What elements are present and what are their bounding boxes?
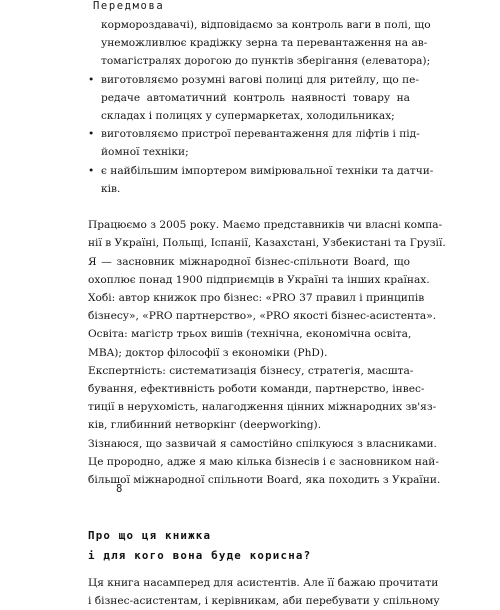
text-line: MBA); доктор філософії з економіки (PhD). <box>88 346 328 359</box>
text-line: ків, глибинний нетворкінг (deepworking). <box>88 419 322 432</box>
text-line: і бізнес-асистентам, і керівникам, аби перебувати у спільному <box>88 594 440 607</box>
text-line: Ця книга насамперед для асистентів. Але її бажаю прочитати <box>88 576 439 589</box>
bullet-item-line <box>88 125 420 143</box>
running-head: Передмова <box>93 0 165 12</box>
bullet-item-line <box>88 71 419 89</box>
text-line: Це прородно, адже я маю кілька бізнесів і є засновником най- <box>88 455 439 468</box>
section-heading-line: і для кого вона буде корисна? <box>88 548 312 562</box>
paragraph-gap <box>88 566 410 574</box>
text-line: редаче автоматичний контроль наявності товару на <box>101 91 410 104</box>
paragraph-gap <box>88 507 410 525</box>
text-line: Експертність: систематизація бізнесу, стратегія, масшта- <box>88 364 414 377</box>
text-line: тиції в нерухомість, налагодження цінних міжнародних зв'яз- <box>88 401 437 414</box>
bullet-marker: • <box>88 164 95 177</box>
bullet-text: виготовляємо пристрої перевантаження для ліфтів і під- <box>101 128 420 141</box>
bullet-text: виготовляємо розумні вагові полиці для ритейлу, що пе- <box>101 73 419 86</box>
section-heading-line: Про що ця книжка <box>88 528 212 542</box>
text-line: Я — засновник міжнародної бізнес-спільноти Board, що <box>88 255 410 268</box>
text-line: унеможливлює крадіжку зерна та перевантаження на ав- <box>101 37 428 50</box>
paragraph-gap <box>88 198 410 216</box>
page-number: 8 <box>116 483 123 495</box>
paragraph-gap <box>88 489 410 507</box>
text-line: нії в Україні, Польщі, Іспанії, Казахстані, Узбекистані та Грузії. <box>88 237 446 250</box>
text-line: ків. <box>101 182 121 195</box>
text-line: йомної техніки; <box>101 146 189 159</box>
text-line: кормороздавачі), відповідаємо за контроль ваги в полі, що <box>101 19 431 31</box>
text-line: складах і полицях у супермаркетах, холодильниках; <box>101 110 395 123</box>
text-line: більшої міжнародної спільноти Board, яка походить з України. <box>88 474 441 487</box>
bullet-marker: • <box>88 128 95 141</box>
bullet-item-line <box>88 162 434 180</box>
text-line: Працюємо з 2005 року. Маємо представників чи власні компа- <box>88 219 443 232</box>
text-line: бування, ефективність роботи команди, партнерство, інвес- <box>88 383 425 396</box>
bullet-text: є найбільшим імпортером вимірювальної техніки та датчи- <box>101 164 434 177</box>
page-body <box>88 16 446 610</box>
text-line: Освіта: магістр трьох вишів (технічна, економічна освіта, <box>88 328 412 341</box>
text-line: охоплює понад 1900 підприємців в Україні та інших країнах. <box>88 273 430 286</box>
text-line: бізнесу», «PRO партнерство», «PRO якості бізнес-асистента». <box>88 310 437 323</box>
text-line: Зізнаюся, що зазвичай я самостійно спілкуюся з власниками. <box>88 437 437 450</box>
text-line: томагістралях дорогою до пунктів зберігання (елеватора); <box>101 55 431 68</box>
text-line: Хобі: автор книжок про бізнес: «PRO 37 правил і принципів <box>88 292 425 305</box>
bullet-marker: • <box>88 73 95 86</box>
